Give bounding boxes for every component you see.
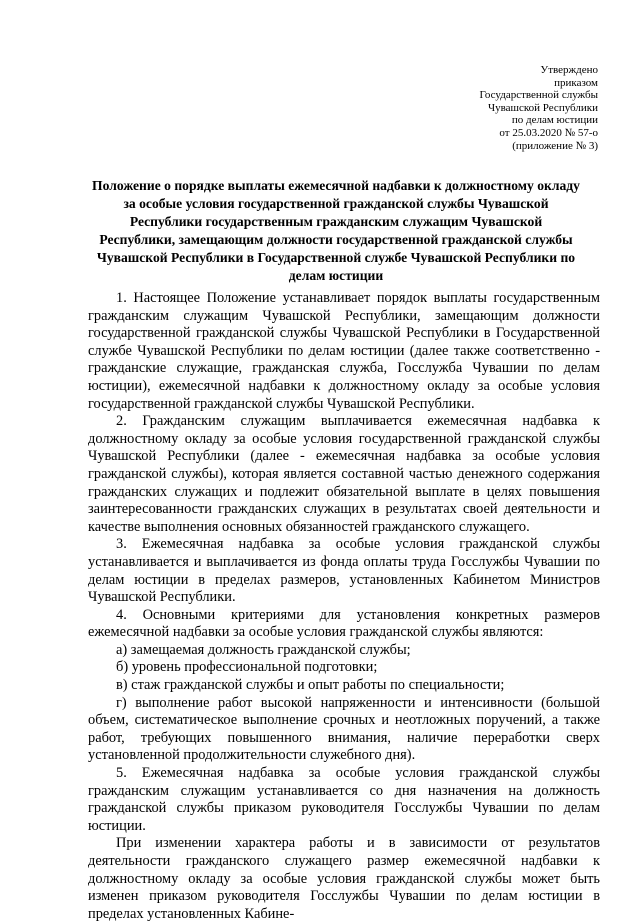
document-title: Положение о порядке выплаты ежемесячной надбавки к должностному окладу за особые условия государственной гражданской службы Чувашской Республики государственным гражданским служащим Чувашской Республики, замещающим должности государственной гражданской службы Чувашской Республики в Государственной службе Чувашской Республики по делам юстиции [92, 178, 580, 283]
approval-stamp [480, 64, 598, 152]
paragraph-5: 5. Ежемесячная надбавка за особые условия гражданской службы гражданским служащим устанавливается со дня назначения на должность гражданской службы приказом руководителя Госслужбы Чувашии по делам юстиции. [88, 765, 600, 834]
approval-line: по делам юстиции [511, 114, 598, 127]
approval-line: приказом [554, 76, 598, 89]
approval-line: Государственной службы [479, 89, 598, 102]
approval-line: (приложение № 3) [512, 139, 598, 152]
approval-line: от 25.03.2020 № 57-о [499, 126, 598, 139]
document-body [88, 290, 600, 923]
criterion-b: б) уровень профессиональной подготовки; [116, 659, 378, 676]
paragraph-3: 3. Ежемесячная надбавка за особые условия гражданской службы устанавливается и выплачивается из фонда оплаты труда Госслужбы Чувашии по делам юстиции в пределах размеров, установленных Кабинетом Министров Чувашской Республики. [88, 536, 600, 606]
criterion-c: в) стаж гражданской службы и опыт работы по специальности; [116, 677, 505, 694]
criterion-a: а) замещаемая должность гражданской службы; [116, 641, 411, 658]
approval-line: Чувашской Республики [487, 101, 598, 114]
paragraph-1: 1. Настоящее Положение устанавливает порядок выплаты государственным гражданским служащим Чувашской Республики, замещающим должности государственной гражданской службы Чувашской Республики в Государственной службе Чувашской Республики по делам юстиции (далее также соответственно - гражданские служащие, гражданская служба, Госслужба Чувашии по делам юстиции), ежемесячной надбавки к должностному окладу за особые условия государственной гражданской службы Чувашской Республики. [88, 290, 600, 412]
paragraph-4: 4. Основными критериями для установления конкретных размеров ежемесячной надбавки за особые условия гражданской службы являются: [88, 606, 600, 641]
paragraph-5-continued: При изменении характера работы и в зависимости от результатов деятельности гражданского служащего размер ежемесячной надбавки к должностному окладу за особые условия гражданской службы может быть изменен приказом руководителя Госслужбы Чувашии по делам юстиции в пределах установленных Кабине- [88, 835, 600, 922]
paragraph-2: 2. Гражданским служащим выплачивается ежемесячная надбавка к должностному окладу за особые условия государственной гражданской службы Чувашской Республики (далее - ежемесячная надбавка за особые условия гражданской службы), которая является составной частью денежного содержания гражданских служащих и подлежит обязательной выплате в целях повышения заинтересованности гражданских служащих в результатах своей деятельности и качестве выполнения основных обязанностей гражданского служащего. [88, 413, 600, 535]
criterion-d: г) выполнение работ высокой напряженности и интенсивности (большой объем, систематическое выполнение срочных и неотложных поручений, а также работ, требующих повышенного внимания, наличие переработки сверх установленной продолжительности служебного дня). [88, 694, 600, 764]
approval-line: Утверждено [540, 64, 598, 76]
